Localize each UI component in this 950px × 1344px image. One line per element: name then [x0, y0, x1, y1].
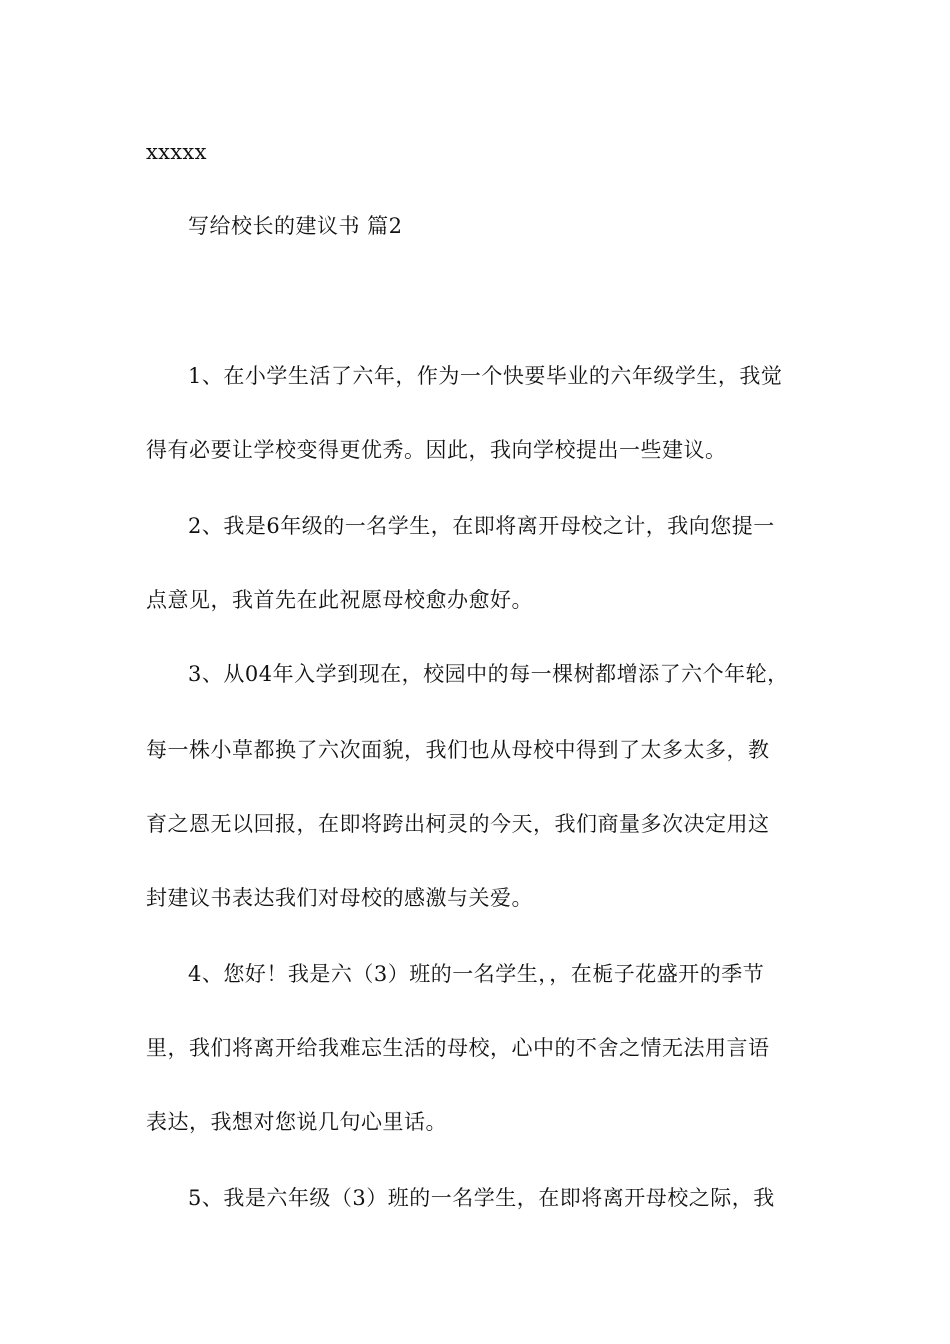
paragraph-line: 每一株小草都换了六次面貌，我们也从母校中得到了太多太多，教: [146, 738, 770, 762]
paragraph-line: 封建议书表达我们对母校的感激与关爱。: [146, 886, 533, 910]
paragraph-line: 育之恩无以回报，在即将跨出柯灵的今天，我们商量多次决定用这: [146, 812, 770, 836]
paragraph-line: 表达，我想对您说几句心里话。: [146, 1110, 447, 1134]
paragraph-line: 得有必要让学校变得更优秀。因此，我向学校提出一些建议。: [146, 438, 727, 462]
paragraph-line: 点意见，我首先在此祝愿母校愈办愈好。: [146, 588, 533, 612]
paragraph-line: 2、我是6年级的一名学生，在即将离开母校之计，我向您提一: [188, 514, 775, 538]
section-heading: 写给校长的建议书 篇2: [188, 214, 403, 238]
paragraph-line: 5、我是六年级（3）班的一名学生，在即将离开母校之际，我: [188, 1186, 775, 1210]
signature-text: xxxxx: [146, 140, 207, 164]
paragraph-line: 4、您好！我是六（3）班的一名学生，，在栀子花盛开的季节: [188, 962, 765, 986]
paragraph-line: 里，我们将离开给我难忘生活的母校，心中的不舍之情无法用言语: [146, 1036, 770, 1060]
paragraph-line: 3、从04年入学到现在，校园中的每一棵树都增添了六个年轮，: [188, 662, 789, 686]
paragraph-line: 1、在小学生活了六年，作为一个快要毕业的六年级学生，我觉: [188, 364, 783, 388]
